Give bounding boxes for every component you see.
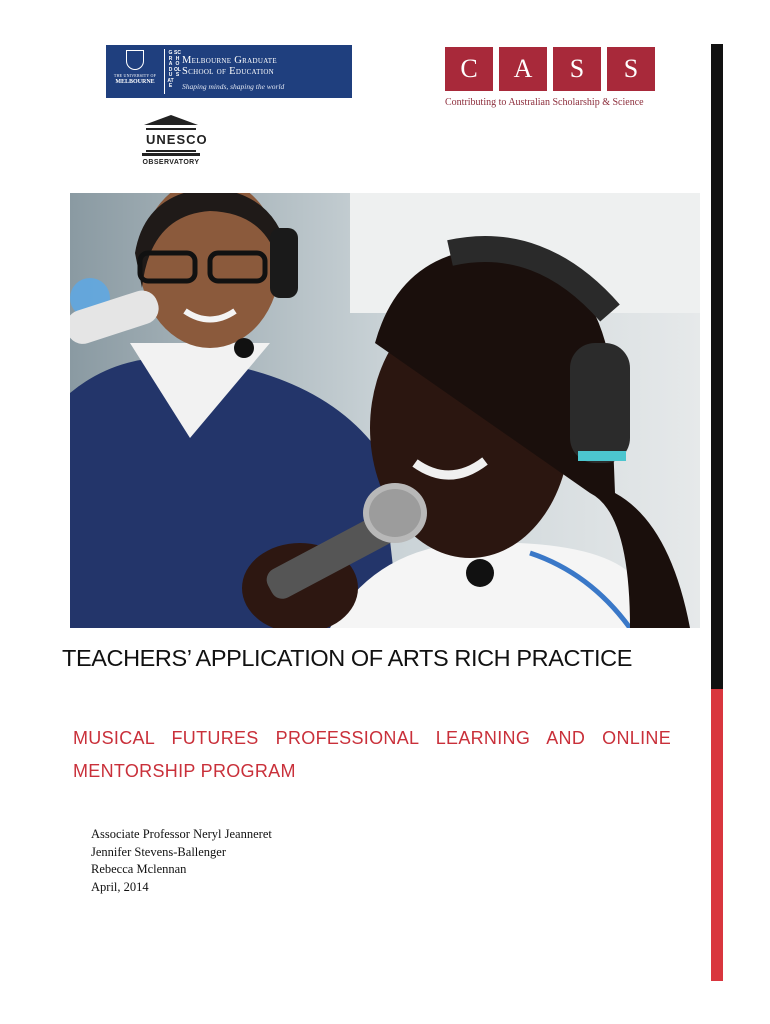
page-title: TEACHERS’ APPLICATION OF ARTS RICH PRACTICE (62, 645, 632, 671)
school-name-line1: Melbourne Graduate (182, 55, 277, 66)
page-subtitle: MUSICAL FUTURES PROFESSIONAL LEARNING AND ONLINE MENTORSHIP PROGRAM (73, 728, 671, 781)
cass-letter-c: C (445, 47, 493, 91)
unesco-wordmark: UNESCO (146, 128, 196, 152)
temple-roof-icon (144, 115, 198, 125)
cass-tagline: Contributing to Australian Scholarship & Science (445, 97, 644, 108)
cass-letter-s2: S (607, 47, 655, 91)
cass-letter-a: A (499, 47, 547, 91)
melbourne-graduate-school-logo (106, 45, 352, 98)
shield-icon (126, 50, 144, 70)
school-name-line2: School of Education (182, 66, 275, 77)
cass-letter-s1: S (553, 47, 601, 91)
logo-divider (164, 49, 165, 94)
author-1: Associate Professor Neryl Jeanneret (91, 827, 272, 841)
photo-students-with-microphones-icon (70, 193, 700, 628)
author-2: Jennifer Stevens-Ballenger (91, 844, 227, 859)
side-bar-red (711, 689, 723, 981)
author-3: Rebecca Mclennan (91, 862, 187, 876)
unesco-observatory-logo (140, 113, 208, 171)
vertical-text-graduate: GRADUATE (167, 50, 174, 89)
cover-photo (70, 193, 700, 628)
vertical-text-schools: SCHOOLS (174, 50, 181, 78)
observatory-caption: OBSERVATORY (142, 159, 200, 166)
author-list (91, 826, 272, 896)
temple-base-icon (142, 153, 200, 156)
crest-text-line1: THE UNIVERSITY OF (113, 73, 157, 78)
publication-date: April, 2014 (91, 879, 149, 894)
school-tagline: Shaping minds, shaping the world (182, 82, 285, 91)
school-name (182, 55, 277, 77)
side-bar-black (711, 44, 723, 689)
crest-text-line2: MELBOURNE (115, 79, 155, 85)
cass-logo (445, 47, 657, 109)
university-crest (110, 49, 160, 94)
